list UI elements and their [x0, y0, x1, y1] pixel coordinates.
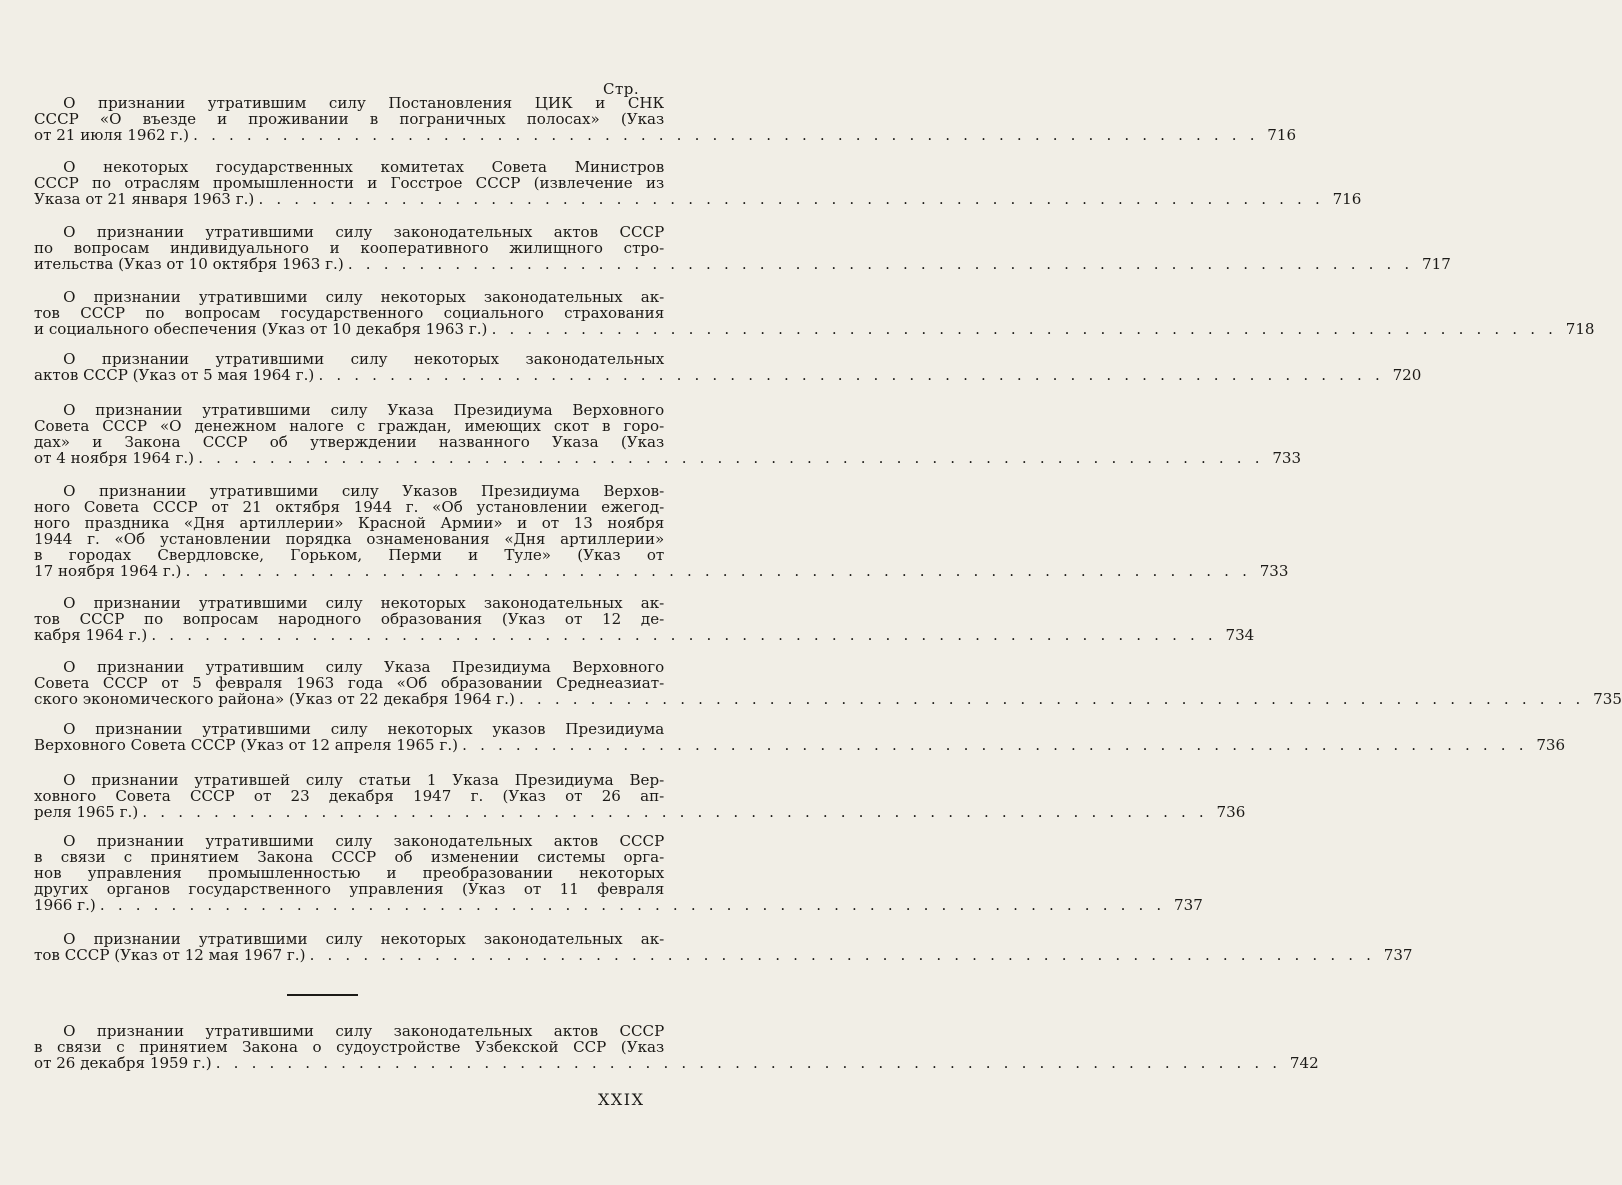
entry-text-line: О признании утратившими силу некоторых указов Президиума: [63, 722, 665, 738]
contents-entry: [34, 484, 1289, 580]
entry-last-line: [34, 128, 1297, 144]
entry-last-line: [34, 628, 1255, 644]
entry-text-line: по вопросам индивидуального и кооперативного жилищного стро-: [34, 241, 665, 257]
entry-text-line: ховного Совета СССР от 23 декабря 1947 г. (Указ от 26 ап-: [34, 789, 665, 805]
entry-page-number: 737: [1383, 948, 1413, 964]
entry-last-line: [34, 948, 1413, 964]
contents-entry: [34, 660, 1622, 708]
entry-text-line: 1944 г. «Об установлении порядка ознаменования «Дня артиллерии»: [34, 532, 665, 548]
entry-page-number: 734: [1225, 628, 1255, 644]
dot-leader: . . . . . . . . . . . . . . . . . . . . . . . . . . . . . . . . . . . . . . . . . . . . . . . . . . . . . . . . . . . .: [318, 368, 1384, 384]
entry-text-line: 1966 г.): [34, 898, 96, 914]
entry-text-line: от 4 ноября 1964 г.): [34, 451, 195, 467]
entry-text-line: тов СССР по вопросам народного образования (Указ от 12 де-: [34, 612, 665, 628]
entry-page-number: 742: [1289, 1056, 1319, 1072]
dot-leader: . . . . . . . . . . . . . . . . . . . . . . . . . . . . . . . . . . . . . . . . . . . . . . . . . . . . . . . . . . . .: [258, 192, 1324, 208]
entry-text-line: О признании утратившими силу некоторых законодательных: [63, 352, 665, 368]
entry-text-line: О признании утратившими силу законодательных актов СССР: [63, 1024, 665, 1040]
entry-text-line: О признании утратившей силу статьи 1 Указа Президиума Вер-: [63, 773, 665, 789]
entry-text-line: Верховного Совета СССР (Указ от 12 апреля 1965 г.): [34, 738, 459, 754]
entry-text-line: актов СССР (Указ от 5 мая 1964 г.): [34, 368, 315, 384]
contents-entry: [34, 834, 1203, 914]
entry-page-number: 720: [1392, 368, 1422, 384]
entry-last-line: [34, 451, 1302, 467]
contents-entry: [34, 290, 1595, 338]
entry-last-line: [34, 368, 1422, 384]
entry-text-line: дах» и Закона СССР об утверждении названного Указа (Указ: [34, 435, 665, 451]
entry-text-line: реля 1965 г.): [34, 805, 139, 821]
contents-entry: [34, 160, 1362, 208]
contents-entry: [34, 722, 1566, 754]
entry-last-line: [34, 898, 1203, 914]
page-column-label: Стр.: [603, 80, 640, 98]
entry-page-number: 733: [1272, 451, 1302, 467]
entry-text-line: О признании утратившими силу некоторых законодательных ак-: [63, 596, 665, 612]
section-separator: [287, 994, 358, 996]
entry-last-line: [34, 738, 1566, 754]
entry-text-line: и социального обеспечения (Указ от 10 декабря 1963 г.): [34, 322, 488, 338]
dot-leader: . . . . . . . . . . . . . . . . . . . . . . . . . . . . . . . . . . . . . . . . . . . . . . . . . . . . . . . . . . . .: [309, 948, 1376, 964]
entry-text-line: СССР по отраслям промышленности и Госстрое СССР (извлечение из: [34, 176, 665, 192]
entry-page-number: 736: [1216, 805, 1246, 821]
entry-last-line: [34, 805, 1246, 821]
entry-text-line: О признании утратившим силу Указа Президиума Верховного: [63, 660, 665, 676]
dot-leader: . . . . . . . . . . . . . . . . . . . . . . . . . . . . . . . . . . . . . . . . . . . . . . . . . . . . . . . . . . . .: [193, 128, 1259, 144]
entry-page-number: 735: [1593, 692, 1622, 708]
contents-entry: [34, 225, 1451, 273]
dot-leader: . . . . . . . . . . . . . . . . . . . . . . . . . . . . . . . . . . . . . . . . . . . . . . . . . . . . . . . . . . . .: [185, 564, 1252, 580]
entry-text-line: О признании утратившими силу Указов Президиума Верхов-: [63, 484, 665, 500]
contents-entry: [34, 1024, 1319, 1072]
contents-entry: [34, 352, 1422, 384]
dot-leader: . . . . . . . . . . . . . . . . . . . . . . . . . . . . . . . . . . . . . . . . . . . . . . . . . . . . . . . . . . . .: [462, 738, 1528, 754]
entry-text-line: тов СССР (Указ от 12 мая 1967 г.): [34, 948, 306, 964]
entry-last-line: [34, 192, 1362, 208]
entry-text-line: СССР «О въезде и проживании в пограничных полосах» (Указ: [34, 112, 665, 128]
dot-leader: . . . . . . . . . . . . . . . . . . . . . . . . . . . . . . . . . . . . . . . . . . . . . . . . . . . . . . . . . . . .: [519, 692, 1585, 708]
contents-entry: [34, 403, 1302, 467]
entry-text-line: от 26 декабря 1959 г.): [34, 1056, 212, 1072]
entry-text-line: О признании утратившими силу законодательных актов СССР: [63, 225, 665, 241]
entry-page-number: 718: [1565, 322, 1595, 338]
page-number: XXIX: [598, 1090, 645, 1109]
dot-leader: . . . . . . . . . . . . . . . . . . . . . . . . . . . . . . . . . . . . . . . . . . . . . . . . . . . . . . . . . . . .: [99, 898, 1166, 914]
contents-entry: [34, 596, 1255, 644]
entry-text-line: от 21 июля 1962 г.): [34, 128, 190, 144]
contents-entry: [34, 773, 1246, 821]
entry-text-line: кабря 1964 г.): [34, 628, 148, 644]
entry-text-line: ного праздника «Дня артиллерии» Красной Армии» и от 13 ноября: [34, 516, 665, 532]
entry-last-line: [34, 564, 1289, 580]
entry-text-line: О признании утратившими силу законодательных актов СССР: [63, 834, 665, 850]
entry-text-line: О признании утратившими силу Указа Президиума Верховного: [63, 403, 665, 419]
dot-leader: . . . . . . . . . . . . . . . . . . . . . . . . . . . . . . . . . . . . . . . . . . . . . . . . . . . . . . . . . . . .: [198, 451, 1264, 467]
entry-text-line: ского экономического района» (Указ от 22 декабря 1964 г.): [34, 692, 515, 708]
entry-text-line: 17 ноября 1964 г.): [34, 564, 182, 580]
entry-text-line: Указа от 21 января 1963 г.): [34, 192, 255, 208]
contents-entry: [34, 932, 1413, 964]
contents-entry: [34, 96, 1297, 144]
entry-last-line: [34, 257, 1451, 273]
entry-page-number: 717: [1422, 257, 1451, 273]
entry-page-number: 716: [1267, 128, 1297, 144]
dot-leader: . . . . . . . . . . . . . . . . . . . . . . . . . . . . . . . . . . . . . . . . . . . . . . . . . . . . . . . . . . . .: [142, 805, 1208, 821]
entry-text-line: ного Совета СССР от 21 октября 1944 г. «Об установлении ежегод-: [34, 500, 665, 516]
entry-page-number: 716: [1332, 192, 1362, 208]
dot-leader: . . . . . . . . . . . . . . . . . . . . . . . . . . . . . . . . . . . . . . . . . . . . . . . . . . . . . . . . . . . .: [215, 1056, 1282, 1072]
entry-text-line: в городах Свердловске, Горьком, Перми и Туле» (Указ от: [34, 548, 665, 564]
entry-text-line: О признании утратившим силу Постановления ЦИК и СНК: [63, 96, 665, 112]
entry-text-line: Совета СССР «О денежном налоге с граждан, имеющих скот в горо-: [34, 419, 665, 435]
entry-text-line: Совета СССР от 5 февраля 1963 года «Об образовании Среднеазиат-: [34, 676, 665, 692]
entry-last-line: [34, 322, 1595, 338]
entry-text-line: нов управления промышленностью и преобразовании некоторых: [34, 866, 665, 882]
dot-leader: . . . . . . . . . . . . . . . . . . . . . . . . . . . . . . . . . . . . . . . . . . . . . . . . . . . . . . . . . . . .: [347, 257, 1414, 273]
entry-text-line: ительства (Указ от 10 октября 1963 г.): [34, 257, 344, 273]
dot-leader: . . . . . . . . . . . . . . . . . . . . . . . . . . . . . . . . . . . . . . . . . . . . . . . . . . . . . . . . . . . .: [151, 628, 1217, 644]
entry-text-line: других органов государственного управления (Указ от 11 февраля: [34, 882, 665, 898]
entry-text-line: О некоторых государственных комитетах Совета Министров: [63, 160, 665, 176]
dot-leader: . . . . . . . . . . . . . . . . . . . . . . . . . . . . . . . . . . . . . . . . . . . . . . . . . . . . . . . . . . . .: [491, 322, 1558, 338]
entry-text-line: О признании утратившими силу некоторых законодательных ак-: [63, 932, 665, 948]
entry-page-number: 736: [1536, 738, 1566, 754]
entry-text-line: О признании утратившими силу некоторых законодательных ак-: [63, 290, 665, 306]
entry-text-line: в связи с принятием Закона СССР об изменении системы орга-: [34, 850, 665, 866]
entry-last-line: [34, 692, 1622, 708]
entry-text-line: тов СССР по вопросам государственного социального страхования: [34, 306, 665, 322]
entry-page-number: 737: [1174, 898, 1203, 914]
entry-page-number: 733: [1259, 564, 1289, 580]
entry-text-line: в связи с принятием Закона о судоустройстве Узбекской ССР (Указ: [34, 1040, 665, 1056]
entry-last-line: [34, 1056, 1319, 1072]
